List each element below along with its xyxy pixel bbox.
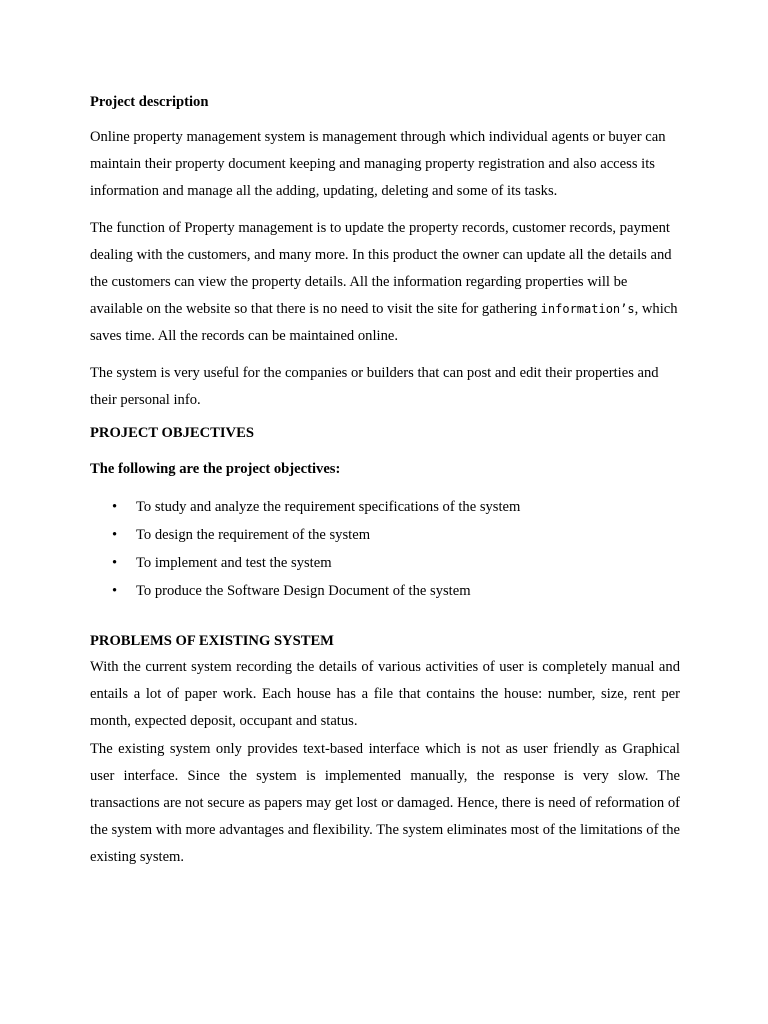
paragraph-usefulness: The system is very useful for the companies or builders that can post and edit their properties and their personal info. [90,364,659,408]
bullet-icon: • [112,555,118,572]
list-item [90,493,680,521]
list-item [90,577,680,605]
paragraph-intro: Online property management system is management through which individual agents or buyer can maintain their property document keeping and managing property registration and also access its information and manage all the adding, updating, deleting and some of its tasks. [90,129,666,200]
list-item-text: To design the requirement of the system [136,527,371,544]
list-item [90,521,680,549]
section-heading-project-description: Project description [90,94,209,110]
section-heading-problems-existing-system: PROBLEMS OF EXISTING SYSTEM [90,633,334,650]
bullet-icon: • [112,527,118,544]
list-item-text: To implement and test the system [136,555,332,572]
list-item-text: To study and analyze the requirement specifications of the system [136,499,521,516]
paragraph-function [90,215,680,351]
paragraph-function-mono-word: information’s [540,302,635,317]
paragraph-existing-system: The existing system only provides text-based interface which is not as user friendly as Graphical user interface. Since the system is implemented manually, the response is very slow. The transactions are not secure as papers may get lost or damaged. Hence, there is need of reformation of the system with more advantages and flexibility. The system eliminates most of the limitations of the existing system. [90,740,680,866]
objectives-list [90,493,680,605]
bullet-icon: • [112,583,118,600]
objectives-subheading: The following are the project objectives: [90,461,341,478]
document-page [90,92,680,872]
paragraph-function-text-2: , which saves time. All the records can be maintained online. [90,301,678,345]
paragraph-current-system: With the current system recording the details of various activities of user is completely manual and entails a lot of paper work. Each house has a file that contains the house: number, size, rent per month, expected deposit, occupant and status. [90,659,680,730]
bullet-icon: • [112,499,118,516]
section-heading-project-objectives: PROJECT OBJECTIVES [90,425,254,442]
list-item-text: To produce the Software Design Document of the system [136,583,471,600]
paragraph-function-text-1: The function of Property management is to update the property records, customer records, payment dealing with the customers, and many more. In this product the owner can update all the details and the customers can view the property details. All the information regarding properties will be available on the website so that there is no need to visit the site for gathering [90,219,672,318]
list-item [90,549,680,577]
